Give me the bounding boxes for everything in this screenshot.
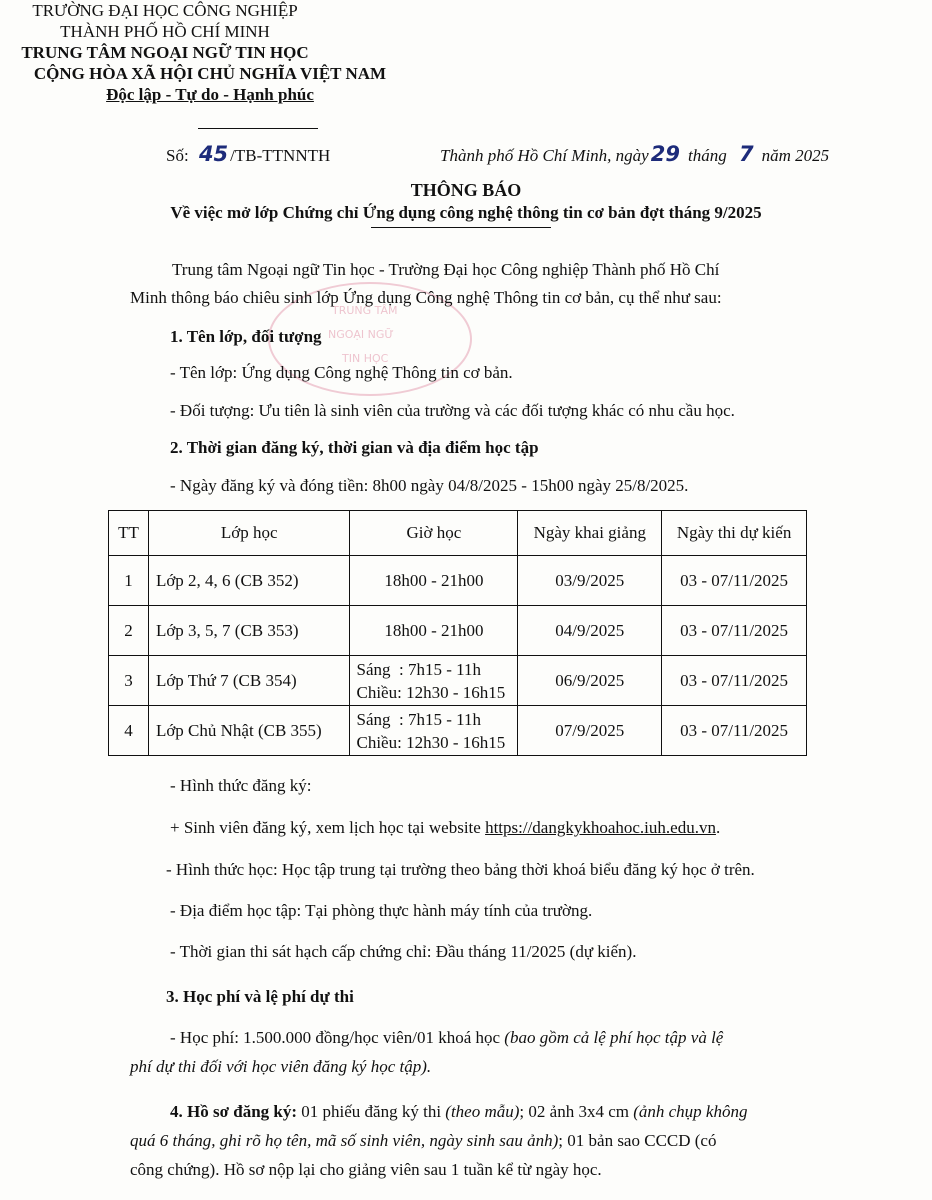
- col-header-time: Giờ học: [350, 511, 518, 556]
- dossier-line-2: quá 6 tháng, ghi rõ họ tên, mã số sinh viên, ngày sinh sau ảnh); 01 bản sao CCCD (có: [130, 1131, 717, 1150]
- dossier-line-3: công chứng). Hồ sơ nộp lại cho giảng viên sau 1 tuần kể từ ngày học.: [130, 1160, 602, 1179]
- table-row: 3 Lớp Thứ 7 (CB 354) Sáng : 7h15 - 11h Chiều: 12h30 - 16h15 06/9/2025 03 - 07/11/2025: [109, 656, 807, 706]
- issue-date: Thành phố Hồ Chí Minh, ngày29 tháng 7 năm 2025: [440, 142, 830, 166]
- intro-line-1: Trung tâm Ngoại ngữ Tin học - Trường Đại học Công nghiệp Thành phố Hồ Chí: [172, 260, 720, 279]
- register-dates: - Ngày đăng ký và đóng tiền: 8h00 ngày 04/8/2025 - 15h00 ngày 25/8/2025.: [170, 476, 689, 495]
- handwritten-month: 7: [738, 142, 754, 166]
- study-location: - Địa điểm học tập: Tại phòng thực hành máy tính của trường.: [170, 901, 593, 920]
- table-row: 2 Lớp 3, 5, 7 (CB 353) 18h00 - 21h00 04/9/2025 03 - 07/11/2025: [109, 606, 807, 656]
- issuer-underline: [198, 128, 318, 129]
- table-row: 4 Lớp Chủ Nhật (CB 355) Sáng : 7h15 - 11h Chiều: 12h30 - 16h15 07/9/2025 03 - 07/11/2025: [109, 706, 807, 756]
- document-number: Số: 45 /TB-TTNNTH: [166, 142, 331, 166]
- nation-motto: Độc lập - Tự do - Hạnh phúc: [106, 85, 314, 104]
- col-header-exam: Ngày thi dự kiến: [662, 511, 807, 556]
- nation-block: [0, 63, 420, 105]
- issuer-block: [0, 0, 330, 63]
- registration-link[interactable]: https://dangkykhoahoc.iuh.edu.vn: [485, 818, 716, 837]
- doc-subtitle: Về việc mở lớp Chứng chỉ Ứng dụng công nghệ thông tin cơ bản đợt tháng 9/2025: [170, 203, 762, 222]
- section3-heading: 3. Học phí và lệ phí dự thi: [166, 987, 354, 1006]
- fee-line-2: phí dự thi đối với học viên đăng ký học tập).: [130, 1057, 432, 1076]
- nation-title: CỘNG HÒA XÃ HỘI CHỦ NGHĨA VIỆT NAM: [33, 64, 387, 83]
- issuer-center: TRUNG TÂM NGOẠI NGỮ TIN HỌC: [21, 43, 309, 62]
- col-header-tt: TT: [109, 511, 149, 556]
- intro-line-2: Minh thông báo chiêu sinh lớp Ứng dụng Công nghệ Thông tin cơ bản, cụ thể như sau:: [130, 288, 722, 307]
- doc-title: THÔNG BÁO: [410, 180, 522, 200]
- registration-form-label: - Hình thức đăng ký:: [170, 776, 312, 795]
- handwritten-day: 29: [650, 142, 680, 166]
- table-header-row: [109, 511, 807, 556]
- section2-heading: 2. Thời gian đăng ký, thời gian và địa điểm học tập: [170, 438, 539, 457]
- study-form: - Hình thức học: Học tập trung tại trường theo bảng thời khoá biểu đăng ký học ở trên.: [166, 860, 755, 879]
- exam-time: - Thời gian thi sát hạch cấp chứng chỉ: Đầu tháng 11/2025 (dự kiến).: [170, 942, 637, 961]
- faint-stamp: TRUNG TÂM NGOẠI NGỮ TIN HỌC: [268, 282, 472, 396]
- issuer-university: TRƯỜNG ĐẠI HỌC CÔNG NGHIỆP: [32, 1, 298, 20]
- table-row: 1 Lớp 2, 4, 6 (CB 352) 18h00 - 21h00 03/9/2025 03 - 07/11/2025: [109, 556, 807, 606]
- section1-class: - Tên lớp: Ứng dụng Công nghệ Thông tin cơ bản.: [170, 363, 513, 382]
- website-line: + Sinh viên đăng ký, xem lịch học tại website https://dangkykhoahoc.iuh.edu.vn.: [170, 818, 721, 837]
- schedule-table: [108, 510, 807, 756]
- section1-audience: - Đối tượng: Ưu tiên là sinh viên của trường và các đối tượng khác có nhu cầu học.: [170, 401, 735, 420]
- fee-line-1: - Học phí: 1.500.000 đồng/học viên/01 khoá học (bao gồm cả lệ phí học tập và lệ: [170, 1028, 724, 1047]
- dossier-line-1: 4. Hồ sơ đăng ký: 01 phiếu đăng ký thi (theo mẫu); 02 ảnh 3x4 cm (ảnh chụp không: [170, 1102, 748, 1121]
- col-header-class: Lớp học: [148, 511, 350, 556]
- issuer-city: THÀNH PHỐ HỒ CHÍ MINH: [60, 22, 270, 41]
- handwritten-number: 45: [198, 142, 229, 166]
- section1-heading: 1. Tên lớp, đối tượng: [170, 327, 322, 346]
- col-header-start: Ngày khai giảng: [518, 511, 662, 556]
- subtitle-underline: [371, 227, 551, 228]
